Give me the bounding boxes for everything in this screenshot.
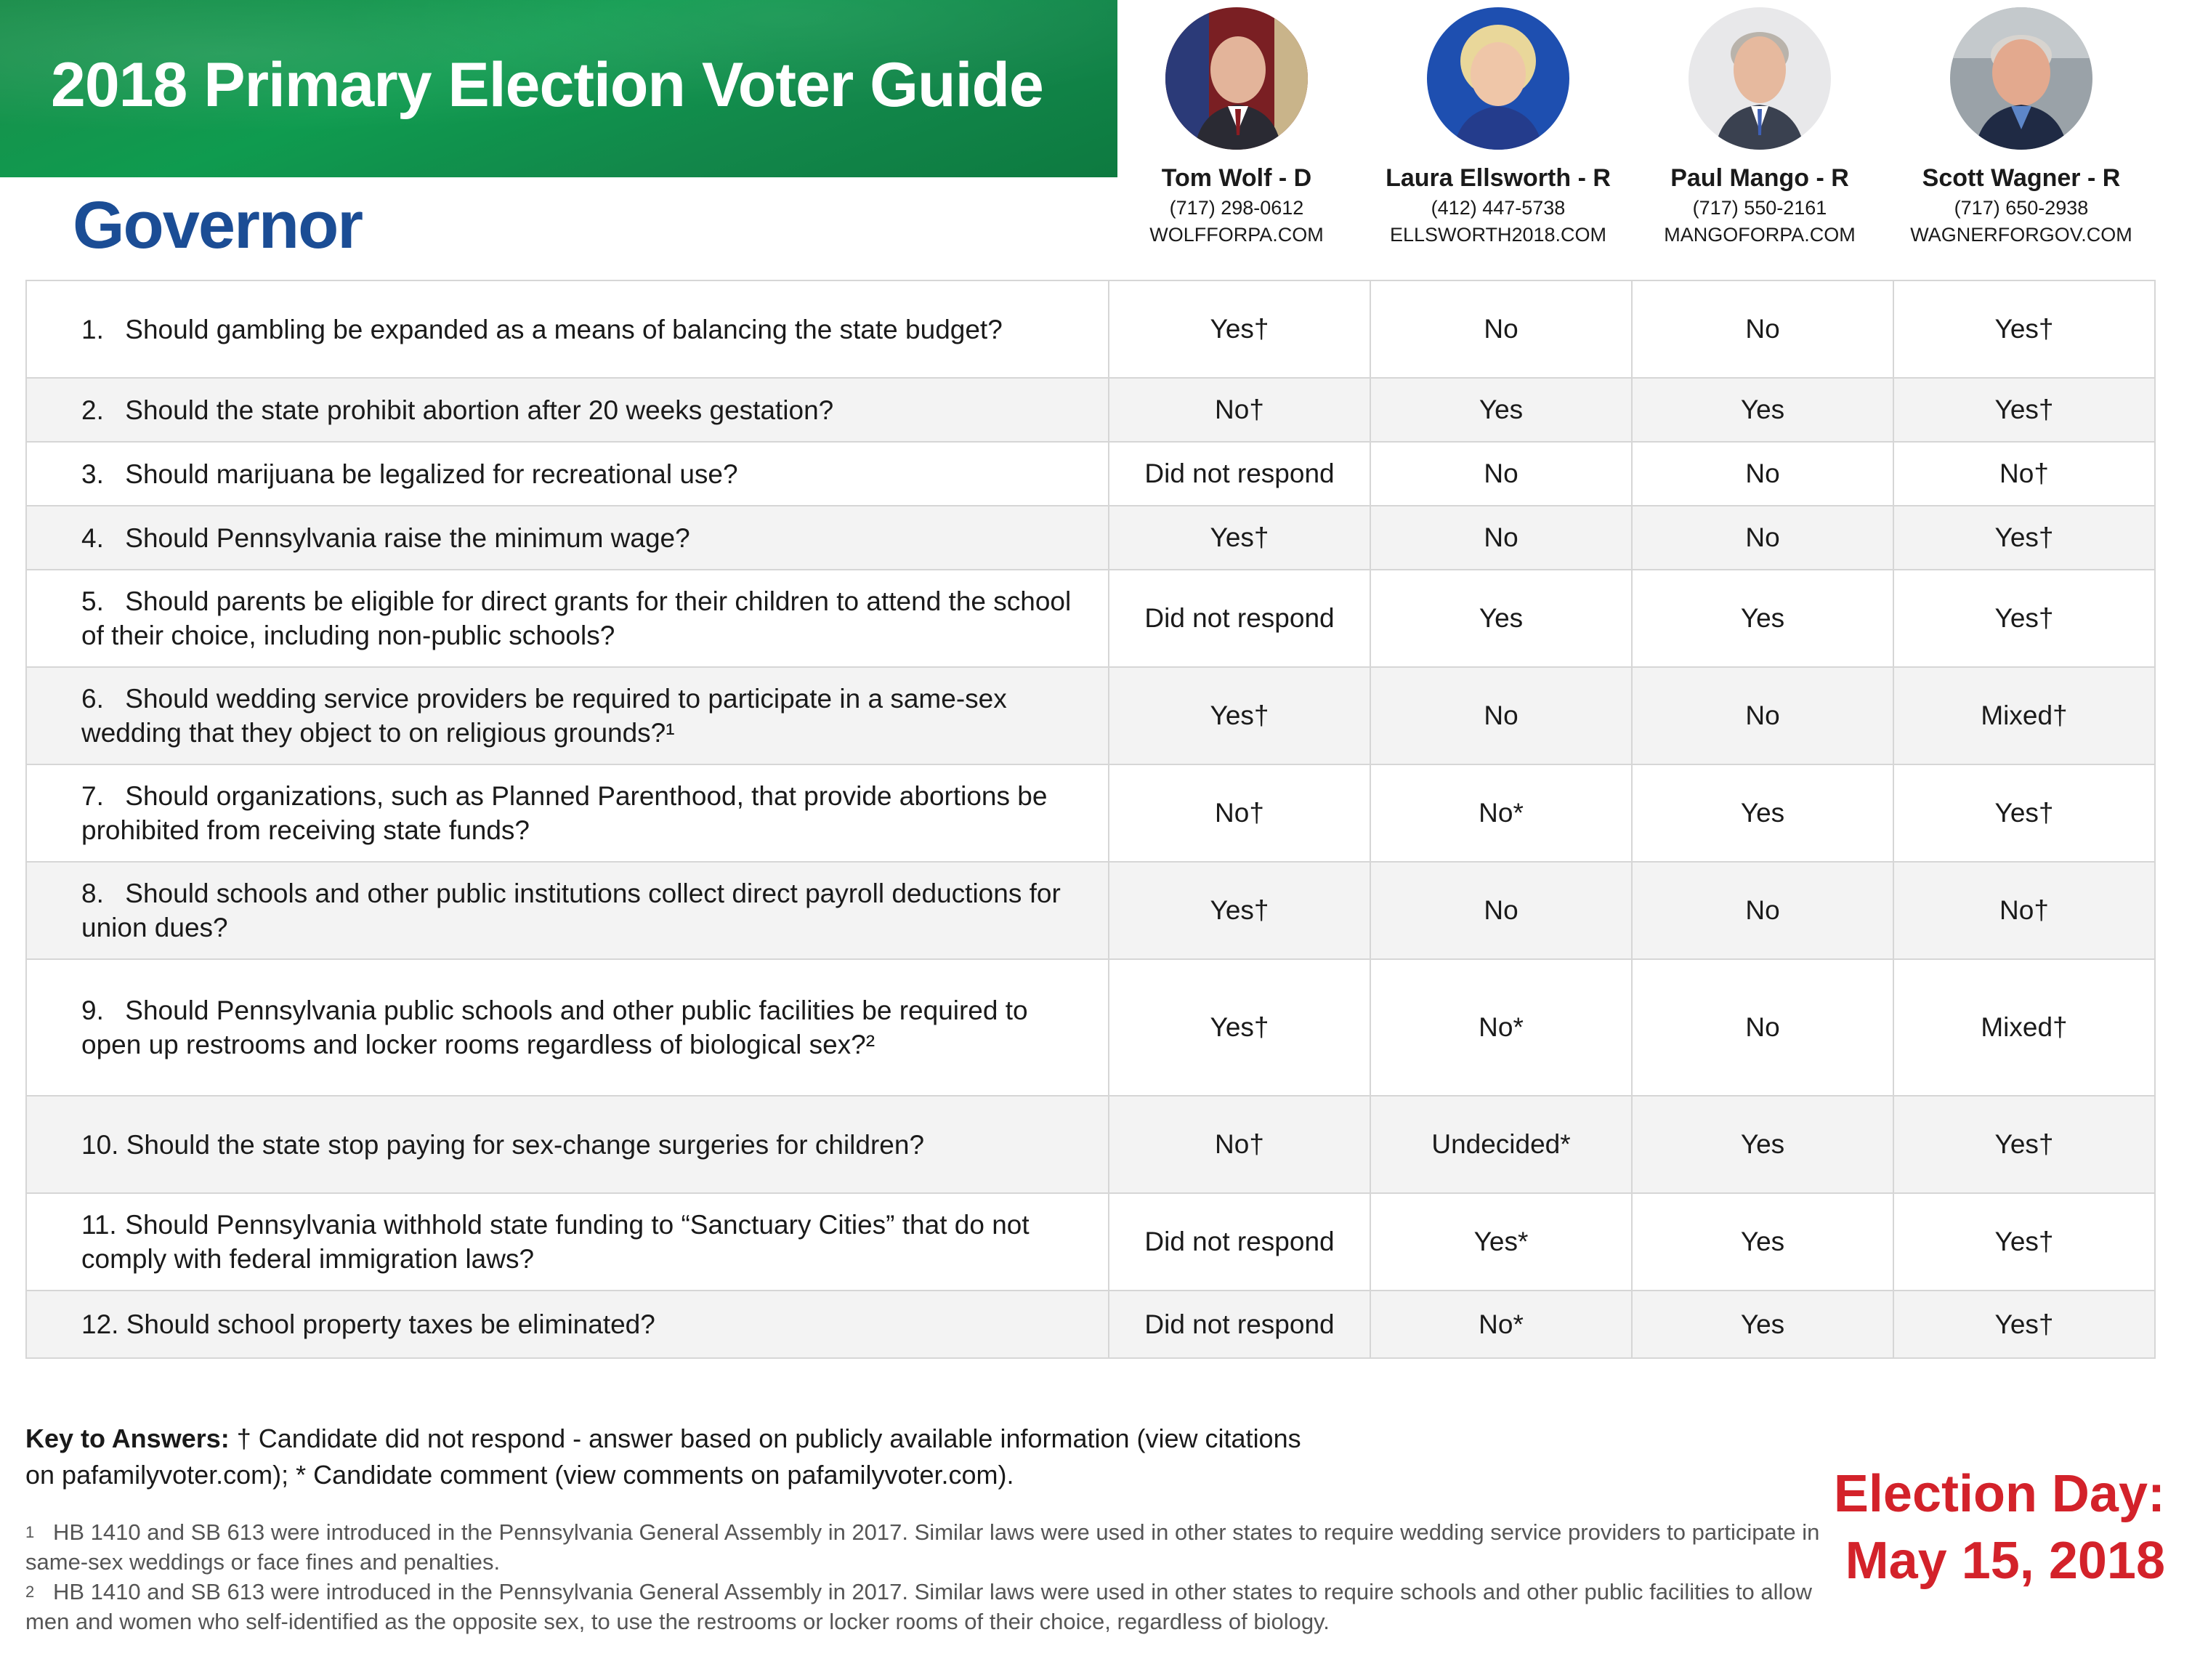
candidate-phone: (412) 447-5738 — [1431, 197, 1566, 219]
answer-cell: Yes* — [1370, 1193, 1632, 1291]
candidate-header — [1106, 7, 1367, 246]
question-cell — [26, 442, 1109, 506]
question-cell — [26, 1291, 1109, 1358]
table-row — [26, 1291, 2155, 1358]
answer-cell: Did not respond — [1109, 1193, 1370, 1291]
answer-cell: Yes — [1632, 378, 1893, 442]
candidate-name: Paul Mango - R — [1670, 164, 1849, 192]
table-row — [26, 1096, 2155, 1193]
table-row — [26, 378, 2155, 442]
answer-key-text: † Candidate did not respond - answer based on publicly available information (view citations on pafamilyvoter.com); * Candidate comment (view comments on pafamilyvoter.com). — [25, 1423, 1301, 1490]
answer-cell: Undecided* — [1370, 1096, 1632, 1193]
footnote — [25, 1517, 1842, 1577]
answer-cell: No — [1370, 280, 1632, 378]
answer-cell: Yes — [1632, 764, 1893, 862]
answer-cell: Yes — [1370, 378, 1632, 442]
answer-cell: Yes — [1632, 1291, 1893, 1358]
candidate-photo — [1165, 7, 1308, 150]
table-row — [26, 442, 2155, 506]
candidate-name: Laura Ellsworth - R — [1386, 164, 1611, 192]
question-cell — [26, 280, 1109, 378]
answer-cell: Yes† — [1109, 506, 1370, 570]
answer-cell: No — [1632, 667, 1893, 764]
header-banner — [0, 0, 1117, 177]
question-text: Should wedding service providers be required to participate in a same-sex wedding that they object to on religious grounds?¹ — [81, 684, 1007, 748]
question-text: Should school property taxes be eliminated? — [126, 1309, 655, 1339]
answer-cell: No — [1632, 442, 1893, 506]
answer-cell: Did not respond — [1109, 442, 1370, 506]
question-cell — [26, 1096, 1109, 1193]
table-row — [26, 764, 2155, 862]
question-number: 9. — [81, 996, 104, 1025]
answer-cell: Yes† — [1109, 959, 1370, 1096]
answer-cell: Yes† — [1893, 280, 2155, 378]
question-text: Should the state prohibit abortion after 20 weeks gestation? — [125, 395, 834, 425]
question-number: 6. — [81, 684, 104, 714]
answer-cell: No* — [1370, 764, 1632, 862]
question-text: Should Pennsylvania public schools and other public facilities be required to open up restrooms and locker rooms regardless of biological sex?² — [81, 996, 1028, 1059]
questions-table — [25, 280, 2156, 1359]
question-text: Should Pennsylvania withhold state funding to “Sanctuary Cities” that do not comply with federal immigration laws? — [81, 1210, 1030, 1274]
answer-cell: Yes† — [1893, 764, 2155, 862]
question-text: Should the state stop paying for sex-change surgeries for children? — [126, 1129, 925, 1160]
table-row — [26, 1193, 2155, 1291]
candidate-website: MANGOFORPA.COM — [1664, 224, 1856, 246]
candidate-photo — [1689, 7, 1831, 150]
answer-cell: Yes† — [1893, 1193, 2155, 1291]
footnote-text: HB 1410 and SB 613 were introduced in the Pennsylvania General Assembly in 2017. Similar laws were used in other states to require wedding service providers to participate in same-sex weddings or face fines and penalties. — [25, 1519, 1820, 1575]
table-row — [26, 570, 2155, 667]
answer-cell: No — [1370, 862, 1632, 959]
question-cell — [26, 378, 1109, 442]
question-number: 11. — [81, 1210, 117, 1240]
table-row — [26, 862, 2155, 959]
answer-cell: Mixed† — [1893, 667, 2155, 764]
question-number: 1. — [81, 314, 104, 344]
question-text: Should organizations, such as Planned Parenthood, that provide abortions be prohibited from receiving state funds? — [81, 781, 1048, 845]
answer-cell: Yes — [1632, 1096, 1893, 1193]
question-cell — [26, 570, 1109, 667]
question-number: 3. — [81, 459, 104, 489]
answer-cell: Yes† — [1109, 280, 1370, 378]
answer-cell: No† — [1109, 764, 1370, 862]
candidate-website: ELLSWORTH2018.COM — [1389, 224, 1607, 246]
answer-cell: Yes† — [1893, 1096, 2155, 1193]
answer-cell: No — [1632, 862, 1893, 959]
election-day-label: Election Day: — [1833, 1465, 2165, 1523]
answer-cell: Yes† — [1893, 570, 2155, 667]
question-cell — [26, 862, 1109, 959]
candidate-website: WOLFFORPA.COM — [1149, 224, 1324, 246]
election-day — [1834, 1461, 2165, 1594]
answer-cell: Yes — [1370, 570, 1632, 667]
question-cell — [26, 959, 1109, 1096]
answer-cell: Yes† — [1893, 378, 2155, 442]
question-cell — [26, 506, 1109, 570]
question-number: 4. — [81, 522, 104, 553]
question-number: 10. — [81, 1129, 119, 1160]
answer-cell: No — [1632, 280, 1893, 378]
candidate-phone: (717) 650-2938 — [1954, 197, 2089, 219]
answer-key — [25, 1421, 1333, 1493]
candidate-header — [1629, 7, 1890, 246]
question-number: 2. — [81, 395, 104, 425]
answer-cell: Did not respond — [1109, 1291, 1370, 1358]
footnote-text: HB 1410 and SB 613 were introduced in the Pennsylvania General Assembly in 2017. Similar laws were used in other states to require schools and other public facilities to allow men and women who self-identified as the opposite sex, to use the restrooms or locker rooms of their choice, regardless of biology. — [25, 1579, 1813, 1634]
question-number: 5. — [81, 586, 104, 616]
table-row — [26, 667, 2155, 764]
answer-cell: No — [1632, 506, 1893, 570]
answer-cell: Mixed† — [1893, 959, 2155, 1096]
answer-cell: No† — [1109, 1096, 1370, 1193]
answer-key-label: Key to Answers: — [25, 1423, 230, 1453]
candidate-phone: (717) 298-0612 — [1169, 197, 1304, 219]
answer-cell: Yes† — [1109, 862, 1370, 959]
answer-cell: No† — [1893, 442, 2155, 506]
answer-cell: Yes† — [1893, 1291, 2155, 1358]
answer-cell: Yes† — [1893, 506, 2155, 570]
candidate-header — [1367, 7, 1629, 246]
question-cell — [26, 1193, 1109, 1291]
answer-cell: Did not respond — [1109, 570, 1370, 667]
answer-cell: No* — [1370, 959, 1632, 1096]
footnote — [25, 1577, 1842, 1636]
answer-cell: No* — [1370, 1291, 1632, 1358]
candidate-photo — [1427, 7, 1569, 150]
answer-cell: Yes† — [1109, 667, 1370, 764]
question-number: 8. — [81, 879, 104, 908]
section-title: Governor — [73, 188, 363, 262]
answer-cell: No — [1370, 442, 1632, 506]
question-number: 7. — [81, 781, 104, 811]
footnote-mark: 1 — [25, 1523, 35, 1541]
footnote-mark: 2 — [25, 1583, 35, 1601]
candidate-phone: (717) 550-2161 — [1692, 197, 1827, 219]
banner-title: 2018 Primary Election Voter Guide — [51, 50, 1043, 120]
table-row — [26, 959, 2155, 1096]
candidate-name: Tom Wolf - D — [1161, 164, 1312, 192]
answer-cell: No† — [1893, 862, 2155, 959]
answer-cell: No — [1370, 506, 1632, 570]
question-text: Should parents be eligible for direct grants for their children to attend the school of their choice, including non-public schools? — [81, 586, 1072, 650]
table-row — [26, 280, 2155, 378]
election-day-date: May 15, 2018 — [1845, 1532, 2165, 1590]
answer-cell: No — [1632, 959, 1893, 1096]
question-text: Should schools and other public institutions collect direct payroll deductions for union dues? — [81, 879, 1061, 942]
candidate-header — [1890, 7, 2152, 246]
table-row — [26, 506, 2155, 570]
candidate-photo — [1950, 7, 2092, 150]
question-text: Should marijuana be legalized for recreational use? — [125, 459, 738, 489]
answer-cell: No — [1370, 667, 1632, 764]
question-cell — [26, 667, 1109, 764]
question-text: Should Pennsylvania raise the minimum wage? — [125, 522, 690, 553]
question-cell — [26, 764, 1109, 862]
answer-cell: Yes — [1632, 1193, 1893, 1291]
question-text: Should gambling be expanded as a means of balancing the state budget? — [125, 314, 1003, 344]
answer-cell: No† — [1109, 378, 1370, 442]
question-number: 12. — [81, 1309, 119, 1339]
answer-cell: Yes — [1632, 570, 1893, 667]
candidate-name: Scott Wagner - R — [1922, 164, 2121, 192]
candidate-website: WAGNERFORGOV.COM — [1910, 224, 2132, 246]
